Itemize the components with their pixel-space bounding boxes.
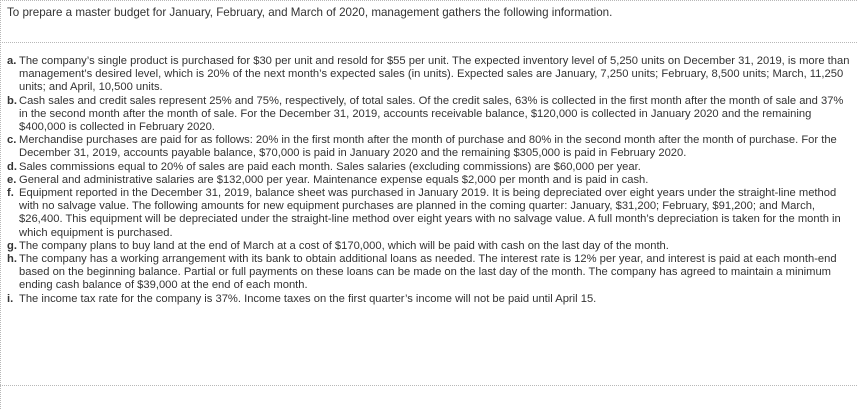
item-letter: i.	[7, 292, 14, 305]
item-letter: d.	[7, 160, 17, 173]
item-text: General and administrative salaries are $132,000 per year. Maintenance expense equals $2,000 per month and is paid in cash.	[19, 173, 649, 186]
item-text: Cash sales and credit sales represent 25% and 75%, respectively, of total sales. Of the credit sales, 63% is collected in the first month after the month of sale and 37% in the second month after the month of sale. For the December 31, 2019, accounts receivable balance, $120,000 is collected in January 2020 and the remaining $400,000 is collected in February 2020.	[19, 94, 844, 134]
item-letter: g.	[7, 239, 17, 252]
item-text: The income tax rate for the company is 37%. Income taxes on the first quarter’s income will not be paid until April 15.	[19, 292, 597, 305]
intro-text: To prepare a master budget for January, February, and March of 2020, management gathers the following information.	[7, 6, 613, 19]
item-text: The company plans to buy land at the end of March at a cost of $170,000, which will be paid with cash on the last day of the month.	[19, 239, 669, 252]
list-item-b	[7, 95, 853, 135]
list-item-e	[7, 174, 853, 187]
list-item-g	[7, 240, 853, 253]
item-letter: c.	[7, 134, 17, 147]
item-letter: b.	[7, 94, 17, 107]
list-item-i	[7, 293, 853, 306]
item-letter: a.	[7, 55, 17, 67]
list-item-c	[7, 134, 853, 160]
item-text: Equipment reported in the December 31, 2019, balance sheet was purchased in January 2019. It is being depreciated over eight years under the straight-line method with no salvage value. The following amounts for new equipment purchases are planned in the coming quarter: January, $31,200; February, $91,200; and March, $26,400. This equipment will be depreciated under the straight-line method over eight years with no salvage value. A full month’s depreciation is taken for the month in which equipment is purchased.	[19, 187, 841, 239]
information-list	[7, 55, 853, 306]
item-text: The company’s single product is purchased for $30 per unit and resold for $55 per unit. The expected inventory level of 5,250 units on December 31, 2019, is more than management’s desired level, which is 20% of the next month’s expected sales (in units). Expected sales are January, 7,250 units; February, 8,500 units; March, 11,250 units; and April, 10,500 units.	[19, 55, 850, 94]
top-divider	[0, 0, 857, 1]
information-box	[0, 42, 857, 386]
item-letter: e.	[7, 173, 17, 186]
list-item-f	[7, 187, 853, 240]
list-item-a	[7, 55, 853, 95]
list-item-h	[7, 253, 853, 293]
item-text: Sales commissions equal to 20% of sales are paid each month. Sales salaries (excluding commissions) are $60,000 per year.	[19, 160, 641, 173]
item-text: The company has a working arrangement with its bank to obtain additional loans as needed. The interest rate is 12% per year, and interest is paid at each month-end based on the beginning balance. Partial or full payments on these loans can be made on the last day of the month. The company has agreed to maintain a minimum ending cash balance of $39,000 at the end of each month.	[19, 253, 837, 292]
item-text: Merchandise purchases are paid for as follows: 20% in the first month after the month of purchase and 80% in the second month after the month of purchase. For the December 31, 2019, accounts payable balance, $70,000 is paid in January 2020 and the remaining $305,000 is paid in February 2020.	[19, 134, 837, 160]
item-letter: f.	[7, 187, 14, 200]
item-letter: h.	[7, 253, 17, 266]
list-item-d	[7, 161, 853, 174]
